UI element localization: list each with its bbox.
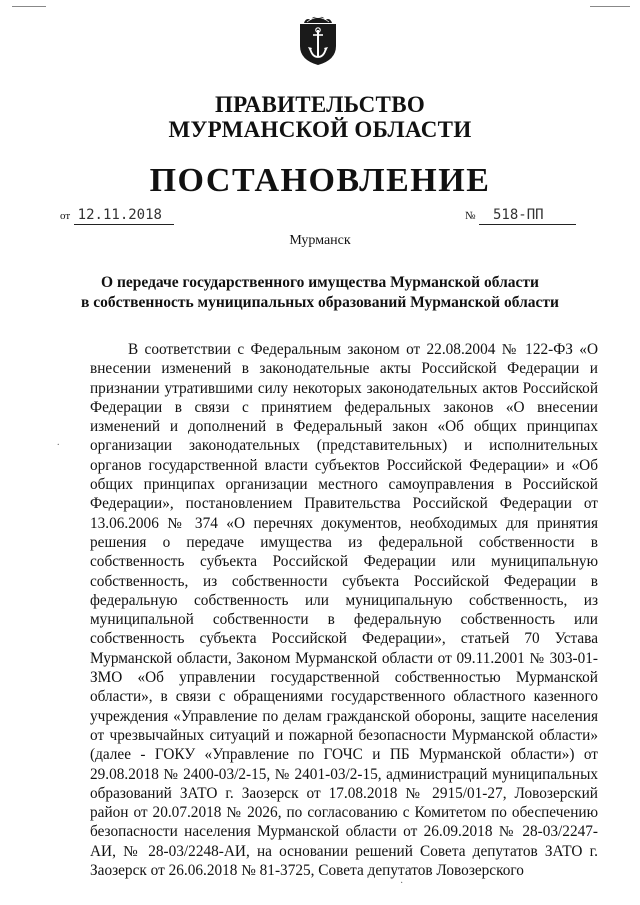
date-underline (74, 207, 174, 225)
document-date: 12.11.2018 (77, 207, 162, 223)
city-name: Мурманск (289, 233, 351, 248)
document-type-heading: ПОСТАНОВЛЕНИЕ (149, 162, 491, 199)
government-title (0, 92, 640, 142)
subject-line-2: в собственность муниципальных образований Мурманской области (81, 294, 559, 311)
document-body (90, 340, 598, 880)
scan-edge-line (12, 6, 46, 7)
number-underline (479, 207, 576, 225)
coat-of-arms-icon (298, 14, 338, 66)
scan-speck: · (400, 878, 404, 889)
subject-line-1: О передаче государственного имущества Мурманской области (101, 274, 539, 291)
government-line-1: ПРАВИТЕЛЬСТВО (214, 92, 426, 117)
number-field (465, 207, 576, 225)
number-prefix: № (465, 210, 476, 222)
date-prefix: от (60, 210, 71, 222)
date-field (60, 207, 174, 225)
body-paragraph: В соответствии с Федеральным законом от 22.08.2004 № 122-ФЗ «О внесении изменений в законодательные акты Российской Федерации и признании утратившими силу некоторых законодательных актов Российской Федерации в связи с принятием федеральных законов «О внесении изменений и дополнений в Федеральный закон «Об общих принципах организации законодательных (представительных) и исполнительных органов государственной власти субъектов Российской Федерации» и «Об общих принципах организации местного самоуправления в Российской Федерации», постановлением Правительства Российской Федерации от 13.06.2006 № 374 «О перечнях документов, необходимых для принятия решения о передаче имущества из федеральной собственности в собственность субъекта Российской Федерации или муниципальную собственность, из собственности субъекта Российской Федерации в федеральную собственность или муниципальную собственность, из муниципальной собственности в федеральную собственность или собственность субъекта Российской Федерации», статьей 70 Устава Мурманской области, Законом Мурманской области от 09.11.2001 № 303-01-ЗМО «Об управлении государственной собственностью Мурманской области», в связи с обращениями государственного областного казенного учреждения «Управление по делам гражданской обороны, защите населения от чрезвычайных ситуаций и пожарной безопасности Мурманской области» (далее - ГОКУ «Управление по ГОЧС и ПБ Мурманской области») от 29.08.2018 № 2400-03/2-15, № 2401-03/2-15, администраций муниципальных образований ЗАТО г. Заозерск от 17.08.2018 № 2915/01-27, Ловозерский район от 20.07.2018 № 2026, по согласованию с Комитетом по обеспечению безопасности населения Мурманской области от 26.09.2018 № 28-03/2247-АИ, № 28-03/2248-АИ, на основании решений Совета депутатов ЗАТО г. Заозерск от 26.06.2018 № 81-3725, Совета депутатов Ловозерского (90, 341, 598, 880)
scan-edge-line (590, 6, 630, 7)
document-subject (0, 273, 640, 313)
document-number: 518-ПП (493, 207, 544, 223)
scan-speck: . (57, 437, 60, 448)
government-line-2: МУРМАНСКОЙ ОБЛАСТИ (168, 117, 472, 142)
